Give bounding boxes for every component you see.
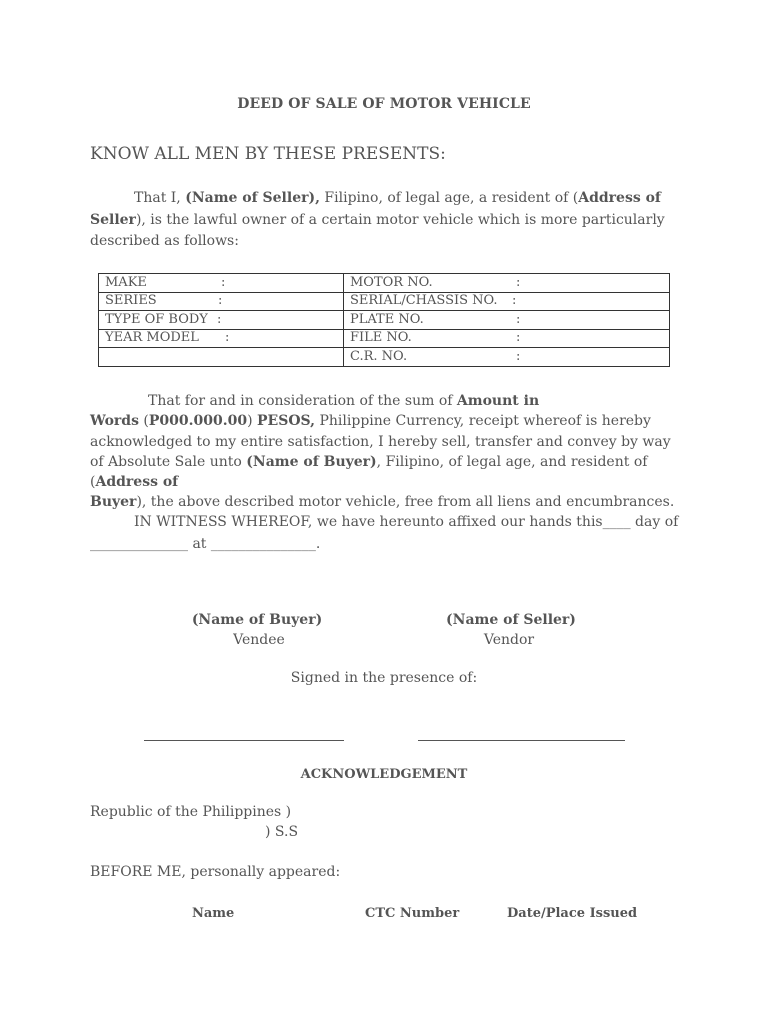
table-cell xyxy=(344,292,670,311)
buyer-address-placeholder: Buyer xyxy=(90,494,137,511)
cell-colon: : xyxy=(516,330,521,346)
text: Philippine Currency, receipt whereof is hereby acknowledged to my entire satisfaction, I hereby sell, transfer and convey by way of Absolute Sale unto xyxy=(90,413,671,470)
witness-signature-line xyxy=(418,740,625,741)
amount-words-placeholder: Amount in xyxy=(456,393,540,409)
table-row xyxy=(99,292,670,311)
witness-caption: Signed in the presence of: xyxy=(290,670,478,686)
table-row xyxy=(99,311,670,330)
amount-figure-placeholder: P000.000.00 xyxy=(148,413,248,430)
paragraph-ownership xyxy=(90,188,680,253)
text: That for and in consideration of the sum of xyxy=(148,393,457,409)
text: That I, xyxy=(134,190,186,206)
venue-line: Republic of the Philippines ) xyxy=(90,804,292,820)
text: Filipino, of legal age, a resident of ( xyxy=(319,190,579,206)
cell-colon: : xyxy=(516,348,521,364)
table-cell xyxy=(99,329,344,348)
table-cell xyxy=(344,348,670,367)
venue-ss: ) S.S xyxy=(265,824,299,840)
buyer-signature-name: (Name of Buyer) xyxy=(191,612,323,628)
column-header-date-place: Date/Place Issued xyxy=(507,906,638,921)
amount-words-placeholder: Words xyxy=(90,413,139,430)
text: , Filipino, of legal age, and resident of ( xyxy=(90,453,648,491)
text: ) xyxy=(247,413,258,430)
table-cell xyxy=(344,329,670,348)
buyer-signature-role: Vendee xyxy=(233,632,285,648)
table-cell xyxy=(99,348,344,367)
cell-label: FILE NO. xyxy=(350,330,412,346)
document-title: DEED OF SALE OF MOTOR VEHICLE xyxy=(237,96,531,112)
table-row xyxy=(99,348,670,367)
column-header-ctc: CTC Number xyxy=(365,906,460,921)
seller-signature-name: (Name of Seller) xyxy=(446,612,576,628)
cell-label: PLATE NO. xyxy=(350,311,424,327)
acknowledgement-heading: ACKNOWLEDGEMENT xyxy=(300,767,468,782)
pesos-label: PESOS, xyxy=(257,413,316,430)
cell-colon: : xyxy=(512,293,517,309)
table-row xyxy=(99,274,670,293)
cell-label: C.R. NO. xyxy=(350,348,408,364)
cell-label: TYPE OF BODY xyxy=(105,311,208,327)
text: ), the above described motor vehicle, free from all liens and encumbrances. xyxy=(136,494,675,511)
seller-signature-role: Vendor xyxy=(483,632,535,648)
cell-colon: : xyxy=(516,274,521,290)
buyer-address-placeholder: Address of xyxy=(95,474,179,491)
buyer-name-placeholder: (Name of Buyer) xyxy=(246,453,377,470)
text: ), is the lawful owner of a certain motor vehicle which is more particularly described as follows: xyxy=(90,211,665,249)
table-cell xyxy=(344,274,670,293)
cell-label: MAKE xyxy=(105,274,147,290)
table-cell xyxy=(344,311,670,330)
text: ( xyxy=(138,413,149,430)
paragraph-consideration xyxy=(90,391,680,513)
table-cell xyxy=(99,274,344,293)
cell-label: YEAR MODEL xyxy=(105,330,199,346)
seller-name-placeholder: (Name of Seller), xyxy=(185,190,320,206)
date-place-blanks: ______________ at _______________. xyxy=(90,535,321,552)
cell-colon: : xyxy=(221,274,226,290)
table-cell xyxy=(99,292,344,311)
preamble: KNOW ALL MEN BY THESE PRESENTS: xyxy=(90,144,446,164)
cell-label: MOTOR NO. xyxy=(350,274,433,290)
cell-colon: : xyxy=(225,330,230,346)
cell-colon: : xyxy=(516,311,521,327)
column-header-name: Name xyxy=(192,906,235,921)
cell-label: SERIES xyxy=(105,293,157,309)
table-row xyxy=(99,329,670,348)
table-cell xyxy=(99,311,344,330)
cell-colon: : xyxy=(217,311,222,327)
seller-address-placeholder: Address of Seller xyxy=(90,190,661,228)
text: IN WITNESS WHEREOF, we have hereunto affixed our hands this____ day of xyxy=(134,514,679,530)
paragraph-witness xyxy=(90,512,680,555)
vehicle-details-table xyxy=(98,273,670,367)
appearance-text: BEFORE ME, personally appeared: xyxy=(90,864,341,880)
cell-label: SERIAL/CHASSIS NO. xyxy=(350,293,498,309)
witness-signature-line xyxy=(144,740,344,741)
cell-colon: : xyxy=(218,293,223,309)
